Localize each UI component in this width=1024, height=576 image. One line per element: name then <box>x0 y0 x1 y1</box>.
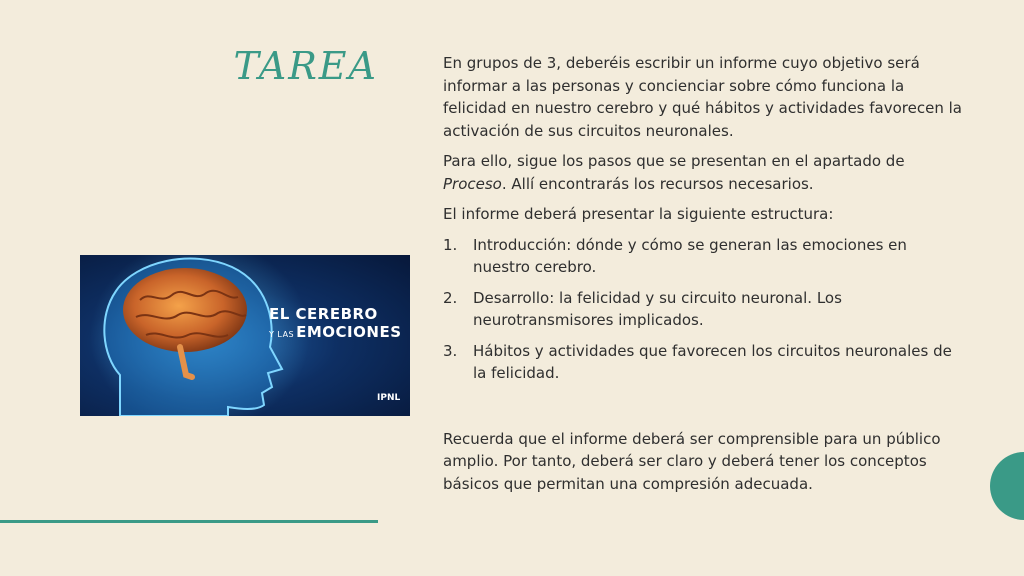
image-caption-small: Y LAS <box>269 330 295 339</box>
proceso-emphasis: Proceso <box>443 174 502 193</box>
image-caption-emociones: EMOCIONES <box>296 323 402 341</box>
list-number: 1. <box>443 235 458 254</box>
closing-paragraph: Recuerda que el informe deberá ser comprensible para un público amplio. Por tanto, deberá ser claro y deberá tener los conceptos básicos que permitan una compresión adecuada. <box>443 429 941 493</box>
structure-intro: El informe deberá presentar la siguiente estructura: <box>443 205 834 223</box>
image-caption-line1: EL CEREBRO <box>269 305 378 323</box>
steps-paragraph <box>443 150 963 195</box>
list-item <box>443 340 963 385</box>
list-item <box>443 287 963 332</box>
steps-text-pre: Para ello, sigue los pasos que se presentan en el apartado de <box>443 152 905 170</box>
list-text: Introducción: dónde y cómo se generan las emociones en nuestro cerebro. <box>473 235 907 276</box>
accent-circle-decoration <box>990 452 1024 520</box>
list-number: 3. <box>443 341 458 360</box>
list-text: Hábitos y actividades que favorecen los circuitos neuronales de la felicidad. <box>473 341 952 382</box>
accent-divider <box>0 520 378 523</box>
slide-title: TAREA <box>233 44 378 88</box>
image-caption-line2 <box>269 323 402 341</box>
list-item <box>443 234 963 279</box>
steps-text-post: . Allí encontrarás los recursos necesarios. <box>501 174 814 193</box>
structure-list <box>443 234 963 385</box>
publisher-logo: IPNL <box>377 393 401 403</box>
list-number: 2. <box>443 288 458 307</box>
list-text: Desarrollo: la felicidad y su circuito neuronal. Los neurotransmisores implicados. <box>473 288 842 329</box>
brain-shape <box>123 268 247 352</box>
intro-paragraph: En grupos de 3, deberéis escribir un informe cuyo objetivo será informar a las personas y concienciar sobre cómo funciona la felicidad en nuestro cerebro y qué hábitos y actividades favorecen la activación de sus circuitos neuronales. <box>443 54 962 140</box>
brain-emotions-image <box>80 255 410 416</box>
slide-body <box>443 52 963 503</box>
